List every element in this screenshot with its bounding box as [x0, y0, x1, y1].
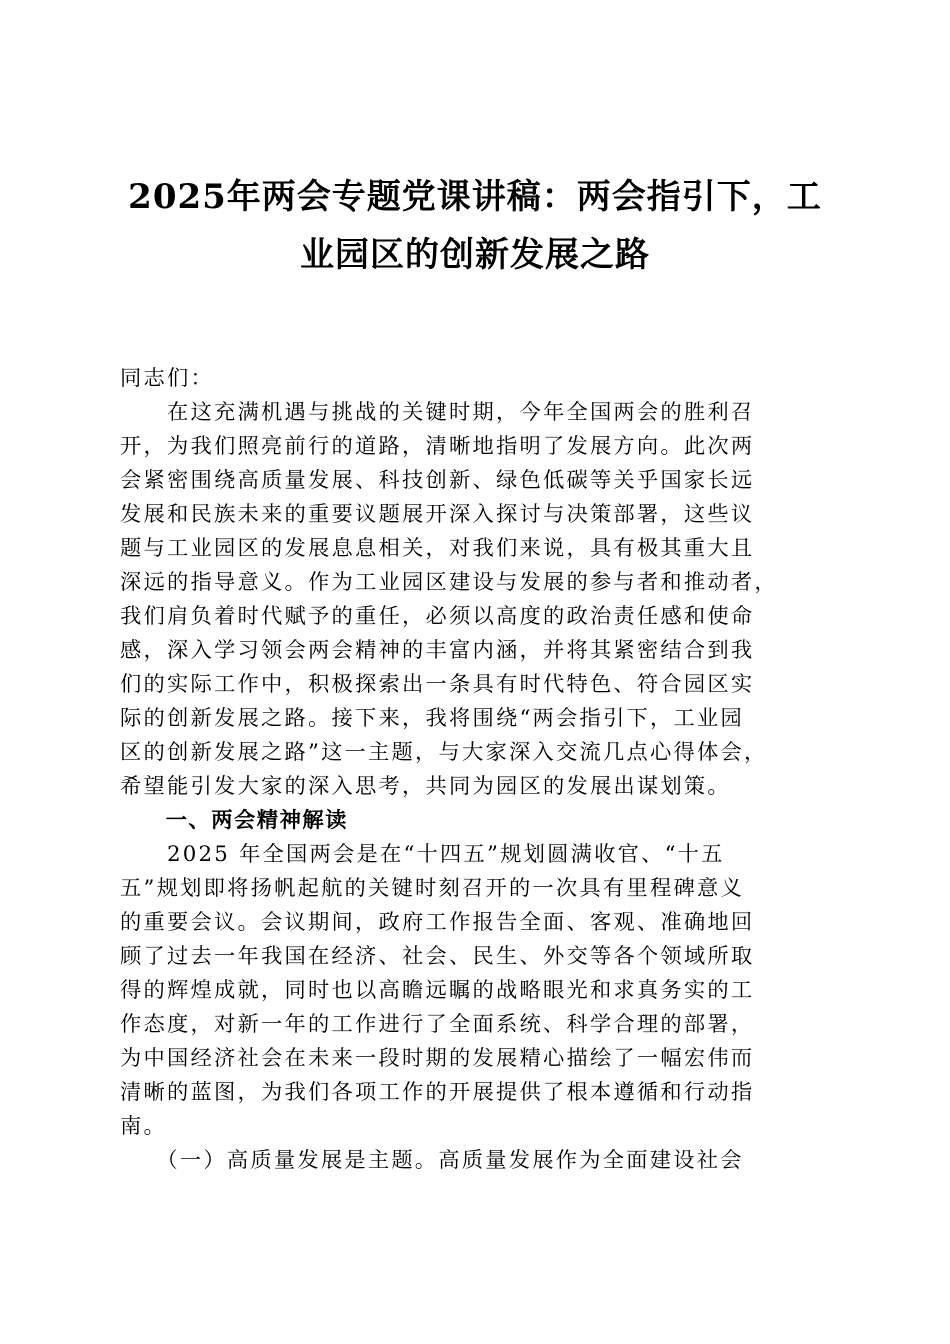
paragraph-line: 区的创新发展之路”这一主题，与大家深入交流几点心得体会，	[120, 740, 768, 765]
paragraph-line: 顾了过去一年我国在经济、社会、民生、外交等各个领域所取	[120, 944, 755, 969]
document-body	[120, 362, 832, 1178]
paragraph-line: 南。	[120, 1114, 167, 1139]
paragraph-line: 希望能引发大家的深入思考，共同为园区的发展出谋划策。	[120, 774, 731, 799]
paragraph-line: 们的实际工作中，积极探索出一条具有时代特色、符合园区实	[120, 672, 755, 697]
paragraph-line: 发展和民族未来的重要议题展开深入探讨与决策部署，这些议	[120, 502, 755, 527]
paragraph-line: 得的辉煌成就，同时也以高瞻远瞩的战略眼光和求真务实的工	[120, 978, 755, 1003]
paragraph-line: 我们肩负着时代赋予的重任，必须以高度的政治责任感和使命	[120, 604, 755, 629]
paragraph-line: 2025 年全国两会是在“十四五”规划圆满收官、“十五	[120, 842, 725, 867]
paragraph-line: 清晰的蓝图，为我们各项工作的开展提供了根本遵循和行动指	[120, 1080, 755, 1105]
paragraph-line: 深远的指导意义。作为工业园区建设与发展的参与者和推动者，	[120, 570, 778, 595]
title-line-1: 2025年两会专题党课讲稿：两会指引下，工	[128, 177, 822, 217]
salutation: 同志们：	[120, 366, 214, 391]
paragraph-line: 的重要会议。会议期间，政府工作报告全面、客观、准确地回	[120, 910, 755, 935]
subsection-line: （一）高质量发展是主题。高质量发展作为全面建设社会	[120, 1148, 744, 1173]
paragraph-line: 在这充满机遇与挑战的关键时期，今年全国两会的胜利召	[120, 400, 755, 425]
document-title	[120, 168, 830, 284]
paragraph-line: 五”规划即将扬帆起航的关键时刻召开的一次具有里程碑意义	[120, 876, 745, 901]
paragraph-line: 为中国经济社会在未来一段时期的发展精心描绘了一幅宏伟而	[120, 1046, 755, 1071]
paragraph-line: 际的创新发展之路。接下来，我将围绕“两会指引下，工业园	[120, 706, 745, 731]
paragraph-line: 开，为我们照亮前行的道路，清晰地指明了发展方向。此次两	[120, 434, 755, 459]
paragraph-line: 作态度，对新一年的工作进行了全面系统、科学合理的部署，	[120, 1012, 755, 1037]
paragraph-line: 感，深入学习领会两会精神的丰富内涵，并将其紧密结合到我	[120, 638, 755, 663]
section-heading: 一、两会精神解读	[120, 808, 348, 833]
title-line-2: 业园区的创新发展之路	[300, 235, 650, 275]
paragraph-line: 会紧密围绕高质量发展、科技创新、绿色低碳等关乎国家长远	[120, 468, 755, 493]
paragraph-line: 题与工业园区的发展息息相关，对我们来说，具有极其重大且	[120, 536, 755, 561]
